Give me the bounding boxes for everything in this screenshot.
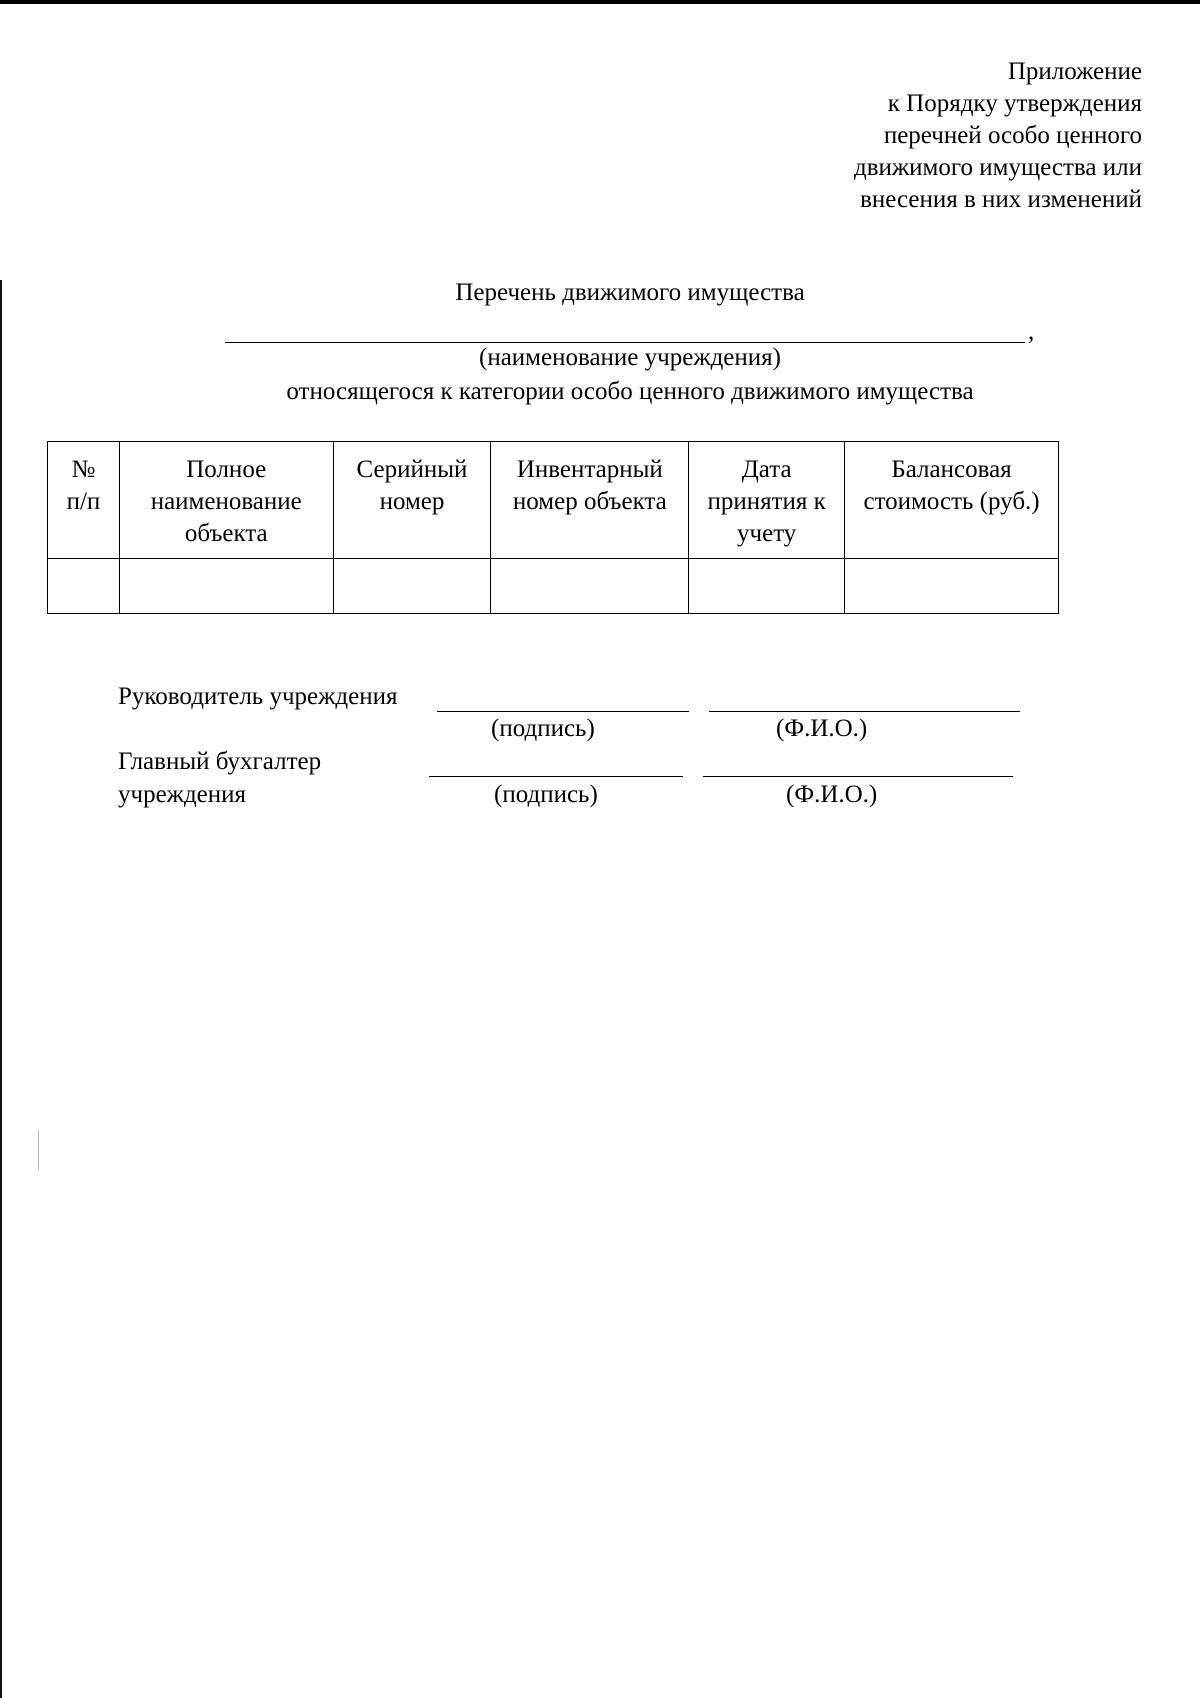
- table-cell[interactable]: [48, 559, 120, 614]
- header-text: Балансовая: [891, 456, 1012, 483]
- table-cell[interactable]: [491, 559, 689, 614]
- document-title: Перечень движимого имущества: [455, 279, 805, 306]
- header-text: учету: [737, 520, 797, 547]
- header-serial-number: [333, 442, 491, 559]
- head-name-note: (Ф.И.О.): [776, 715, 868, 742]
- appendix-block: [854, 56, 1142, 216]
- document-subtitle: относящегося к категории особо ценного движимого имущества: [286, 378, 974, 405]
- chief-signature-note: (подпись): [494, 781, 598, 808]
- header-text: объекта: [184, 520, 268, 547]
- header-inventory-number: [491, 442, 689, 559]
- table-row: [48, 559, 1059, 614]
- header-text: наименование: [150, 488, 302, 515]
- header-full-name: [119, 442, 333, 559]
- head-signature-note: (подпись): [491, 715, 595, 742]
- header-acceptance-date: [689, 442, 845, 559]
- header-text: п/п: [66, 488, 101, 515]
- appendix-line: перечней особо ценного: [883, 122, 1142, 149]
- header-text: номер объекта: [512, 488, 667, 515]
- chief-name-note: (Ф.И.О.): [786, 781, 878, 808]
- header-text: стоимость (руб.): [863, 488, 1040, 515]
- header-text: Дата: [741, 456, 792, 483]
- table-cell[interactable]: [689, 559, 845, 614]
- appendix-line: к Порядку утверждения: [887, 90, 1142, 117]
- scan-artifact: [38, 1130, 39, 1170]
- header-text: принятия к: [707, 488, 826, 515]
- scan-top-edge: [0, 0, 1200, 4]
- head-signature-line[interactable]: [437, 711, 689, 712]
- scan-left-edge: [0, 280, 2, 1698]
- header-number: [48, 442, 120, 559]
- appendix-line: внесения в них изменений: [860, 186, 1142, 213]
- table-header-row: [48, 442, 1059, 559]
- header-text: Полное: [186, 456, 267, 483]
- head-of-institution-label: Руководитель учреждения: [118, 683, 398, 710]
- header-text: Серийный: [356, 456, 468, 483]
- table-cell[interactable]: [119, 559, 333, 614]
- head-name-line[interactable]: [709, 711, 1020, 712]
- header-text: №: [71, 456, 96, 483]
- appendix-line: Приложение: [1007, 58, 1142, 85]
- chief-accountant-label-2: учреждения: [118, 781, 247, 808]
- header-text: Инвентарный: [516, 456, 663, 483]
- asset-table: [47, 441, 1059, 614]
- header-text: номер: [379, 488, 445, 515]
- blank-comma: ,: [1028, 318, 1035, 345]
- table-cell[interactable]: [845, 559, 1059, 614]
- appendix-line: движимого имущества или: [853, 154, 1142, 181]
- header-balance-value: [845, 442, 1059, 559]
- institution-name-blank: [225, 342, 1025, 343]
- chief-name-line[interactable]: [703, 776, 1013, 777]
- chief-accountant-label: Главный бухгалтер: [118, 748, 322, 775]
- chief-signature-line[interactable]: [429, 776, 683, 777]
- institution-caption: (наименование учреждения): [479, 344, 781, 371]
- table-cell[interactable]: [333, 559, 491, 614]
